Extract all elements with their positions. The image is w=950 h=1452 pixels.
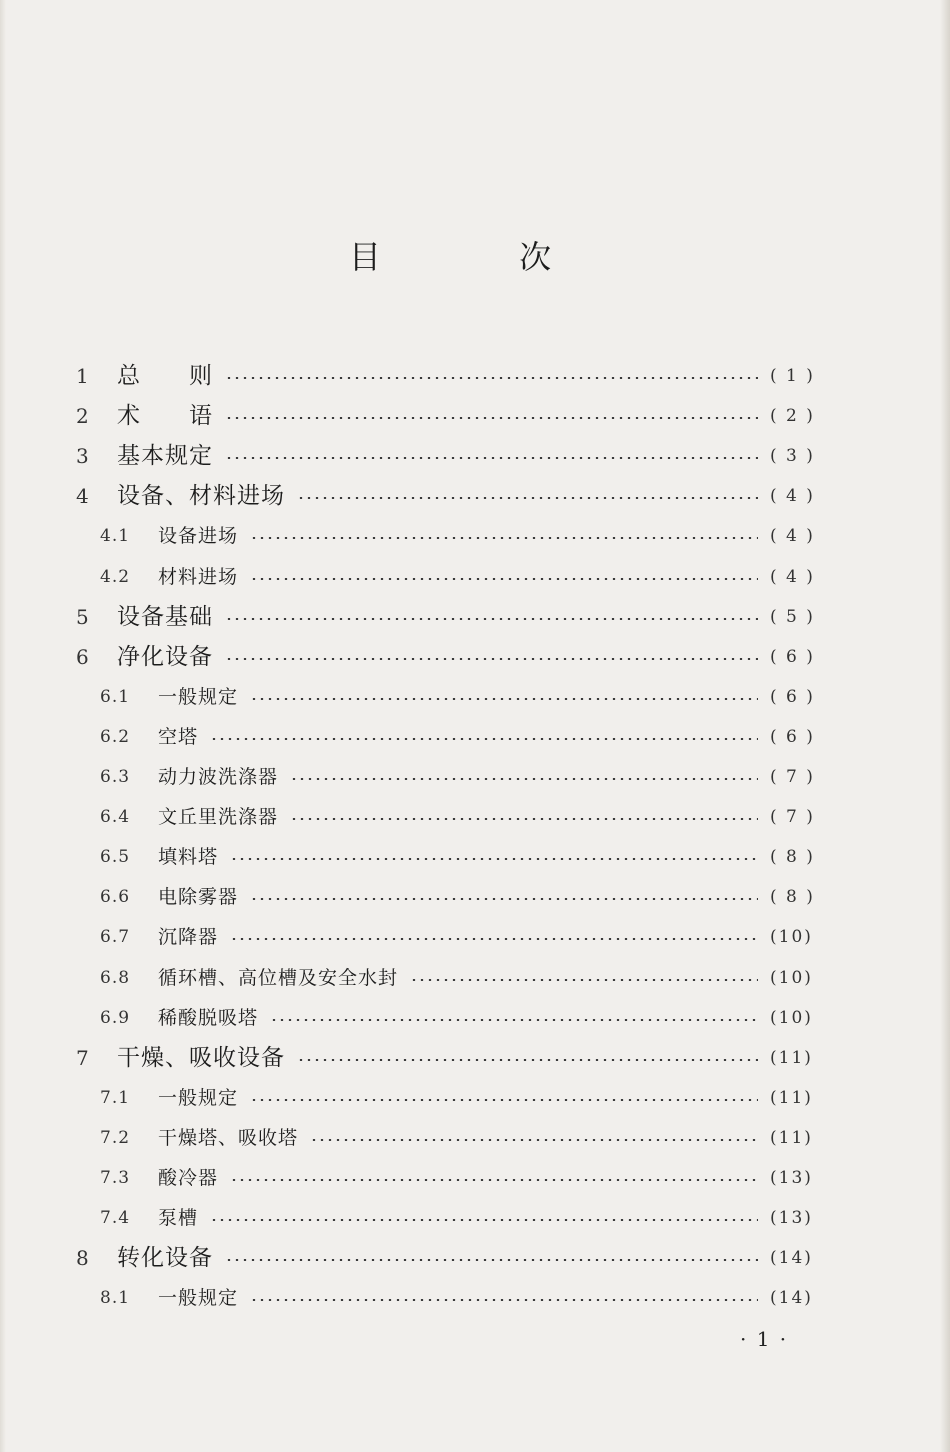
toc-entry-page: ( 1 ) (770, 366, 815, 386)
dot-leader (310, 1139, 758, 1141)
toc-entry (0, 1118, 950, 1158)
toc-entry (0, 356, 950, 396)
dot-leader (410, 979, 758, 981)
dot-leader (225, 1259, 758, 1261)
toc-entry-number: 4.1 (100, 526, 131, 546)
toc-entry-page: ( 4 ) (770, 486, 815, 506)
toc-entry-label: 净化设备 (117, 644, 213, 670)
toc-entry-label: 稀酸脱吸塔 (158, 1007, 259, 1029)
toc-entry-number: 4.2 (100, 567, 131, 587)
toc-entry-label: 泵槽 (158, 1207, 199, 1229)
toc-entry-number: 6.7 (100, 927, 131, 947)
toc-entry (0, 797, 950, 837)
toc-entry-label: 设备基础 (117, 604, 213, 630)
dot-leader (270, 1019, 758, 1021)
toc-entry-number: 6.8 (100, 968, 131, 988)
toc-entry-number: 6.5 (100, 847, 131, 867)
toc-entry (0, 677, 950, 717)
toc-entry-number: 2 (76, 404, 89, 428)
toc-entry-page: ( 4 ) (770, 567, 815, 587)
toc-entry-number: 8.1 (100, 1288, 131, 1308)
toc-entry-label: 电除雾器 (158, 886, 239, 908)
dot-leader (250, 537, 758, 539)
toc-entry-page: (13) (770, 1168, 813, 1188)
toc-entry-page: ( 5 ) (770, 607, 815, 627)
toc-entry-page: (10) (770, 927, 813, 947)
toc-entry (0, 1038, 950, 1078)
toc-entry-page: ( 6 ) (770, 647, 815, 667)
toc-entry-label: 设备、材料进场 (117, 483, 285, 509)
toc-entry (0, 597, 950, 637)
toc-entry (0, 837, 950, 877)
toc-entry (0, 958, 950, 998)
toc-entry-label: 术 语 (117, 403, 213, 429)
dot-leader (297, 497, 758, 499)
toc-entry-page: ( 2 ) (770, 406, 815, 426)
toc-entry-number: 8 (76, 1246, 89, 1270)
toc-entry-number: 6.3 (100, 767, 131, 787)
toc-entry-number: 7.3 (100, 1168, 131, 1188)
toc-entry (0, 396, 950, 436)
toc-entry-number: 6 (76, 645, 89, 669)
toc-entry-label: 设备进场 (158, 525, 239, 547)
toc-entry-label: 动力波洗涤器 (158, 766, 279, 788)
dot-leader (225, 658, 758, 660)
toc-entry-page: ( 8 ) (770, 887, 815, 907)
dot-leader (230, 1179, 758, 1181)
toc-entry-label: 干燥、吸收设备 (117, 1045, 285, 1071)
toc-entry-number: 4 (76, 484, 89, 508)
dot-leader (210, 1219, 758, 1221)
toc-entry-page: ( 8 ) (770, 847, 815, 867)
toc-entry (0, 877, 950, 917)
toc-entry-label: 总 则 (117, 363, 213, 389)
toc-entry-page: (13) (770, 1208, 813, 1228)
dot-leader (230, 938, 758, 940)
toc-entry-number: 7.1 (100, 1088, 131, 1108)
toc-entry-label: 材料进场 (158, 566, 239, 588)
toc-entry (0, 757, 950, 797)
dot-leader (250, 1099, 758, 1101)
dot-leader (250, 698, 758, 700)
toc-entry-label: 空塔 (158, 726, 199, 748)
toc-entry-page: (11) (770, 1128, 813, 1148)
toc-entry (0, 1078, 950, 1118)
toc-entry-label: 循环槽、高位槽及安全水封 (158, 967, 399, 989)
toc-entry-page: ( 7 ) (770, 807, 815, 827)
toc-entry-number: 6.2 (100, 727, 131, 747)
dot-leader (225, 377, 758, 379)
toc-entry-number: 7.4 (100, 1208, 131, 1228)
dot-leader (225, 457, 758, 459)
toc-entry-label: 转化设备 (117, 1245, 213, 1271)
toc-entry-page: ( 4 ) (770, 526, 815, 546)
dot-leader (250, 898, 758, 900)
toc-entry-page: (14) (770, 1248, 813, 1268)
toc-entry-page: ( 3 ) (770, 446, 815, 466)
toc-entry-page: ( 6 ) (770, 727, 815, 747)
toc-entry-label: 沉降器 (158, 926, 219, 948)
toc-entry-number: 1 (76, 364, 89, 388)
dot-leader (210, 738, 758, 740)
dot-leader (230, 858, 758, 860)
toc-entry-label: 酸冷器 (158, 1167, 219, 1189)
toc-entry-label: 基本规定 (117, 443, 213, 469)
toc-entry-label: 填料塔 (158, 846, 219, 868)
toc-entry (0, 717, 950, 757)
toc-entry (0, 1238, 950, 1278)
toc-entry (0, 1158, 950, 1198)
toc-entry-label: 一般规定 (158, 1087, 239, 1109)
toc-entry (0, 917, 950, 957)
toc-entry-page: ( 6 ) (770, 687, 815, 707)
dot-leader (290, 818, 758, 820)
toc-entry-page: (10) (770, 968, 813, 988)
toc-entry-number: 6.1 (100, 687, 131, 707)
toc-entry (0, 1198, 950, 1238)
toc-entry-page: (11) (770, 1048, 813, 1068)
toc-title: 目 次 (348, 238, 616, 276)
dot-leader (225, 417, 758, 419)
toc-entry (0, 998, 950, 1038)
toc-entry (0, 516, 950, 556)
dot-leader (225, 618, 758, 620)
toc-entry-label: 一般规定 (158, 686, 239, 708)
toc-entry-number: 6.4 (100, 807, 131, 827)
dot-leader (250, 578, 758, 580)
toc-entry-number: 6.6 (100, 887, 131, 907)
toc-entry-number: 6.9 (100, 1008, 131, 1028)
toc-entry-page: (11) (770, 1088, 813, 1108)
page-number: · 1 · (740, 1327, 789, 1351)
toc-entry-number: 7 (76, 1046, 89, 1070)
toc-entry (0, 436, 950, 476)
toc-entry-number: 7.2 (100, 1128, 131, 1148)
dot-leader (290, 778, 758, 780)
dot-leader (250, 1299, 758, 1301)
toc-entry-label: 干燥塔、吸收塔 (158, 1127, 299, 1149)
toc-entry-page: ( 7 ) (770, 767, 815, 787)
toc-entry (0, 557, 950, 597)
toc-entry-label: 一般规定 (158, 1287, 239, 1309)
toc-entry-page: (10) (770, 1008, 813, 1028)
dot-leader (297, 1059, 758, 1061)
toc-entry (0, 637, 950, 677)
toc-entry (0, 476, 950, 516)
toc-entry-label: 文丘里洗涤器 (158, 806, 279, 828)
toc-entry-number: 5 (76, 605, 89, 629)
toc-entry (0, 1278, 950, 1318)
toc-entry-number: 3 (76, 444, 89, 468)
toc-entry-page: (14) (770, 1288, 813, 1308)
